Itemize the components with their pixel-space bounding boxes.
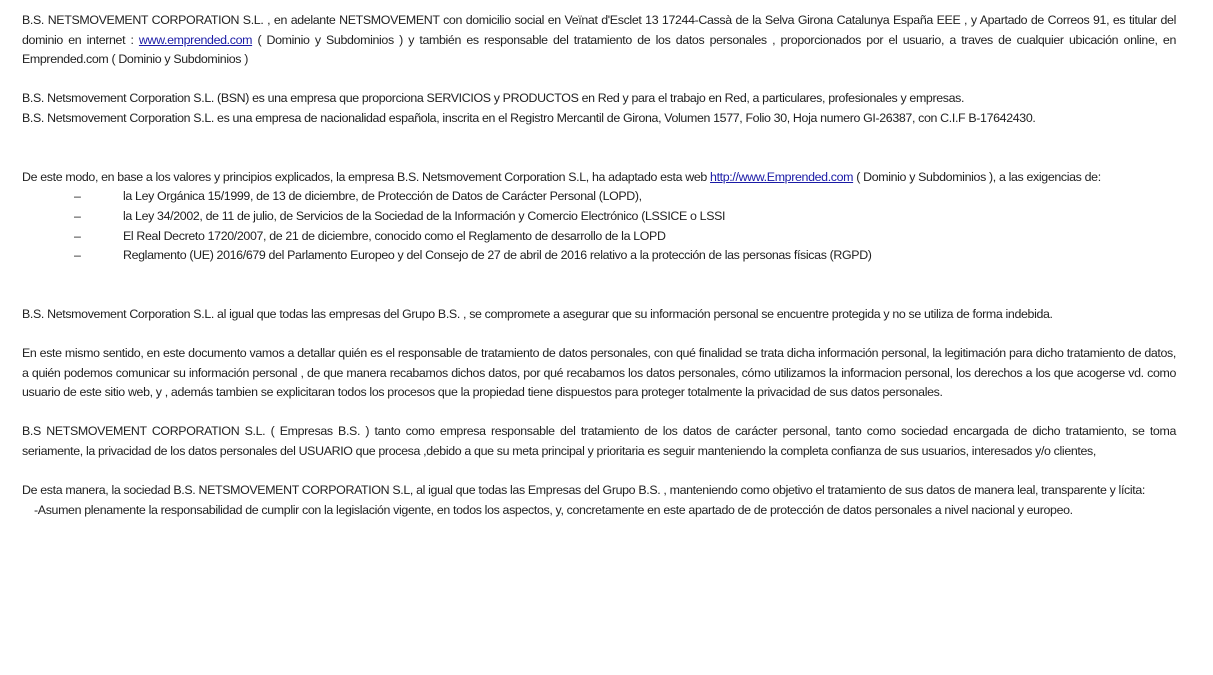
list-item [22,227,1176,247]
list-item-text: El Real Decreto 1720/2007, de 21 de diciembre, conocido como el Reglamento de desarrollo de la LOPD [123,228,666,243]
list-item-text: Reglamento (UE) 2016/679 del Parlamento Europeo y del Consejo de 27 de abril de 2016 relativo a la protección de las personas físicas (RGPD) [123,248,872,263]
intro-paragraph [22,11,1176,70]
list-item-text: la Ley 34/2002, de 11 de julio, de Servicios de la Sociedad de la Información y Comercio Electrónico (LSSICE o LSSI [123,208,726,223]
dash-bullet: – [74,228,81,243]
list-item [22,207,1176,227]
adaptation-text-2: ( Dominio y Subdominios ), a las exigencias de: [853,169,1101,184]
adaptation-paragraph [22,168,1176,188]
adaptation-text-1: De este modo, en base a los valores y principios explicados, la empresa B.S. Netsmovement Corporation S.L, ha adaptado esta web [22,169,711,184]
privacy-policy-document [22,11,1176,520]
document-purpose-paragraph: En este mismo sentido, en este documento vamos a detallar quién es el responsable de tratamiento de datos personales, con qué finalidad se trata dicha información personal, la legitimación para dicho tratamiento de datos, a quién podemos comunicar su información personal , de que manera recabamos dichos datos, por qué recabamos los datos personales, cómo utilizamos la informacion personal, los derechos a los que acogerse vd. como usuario de este sitio web, y , además tambien se explicitaran todos los procesos que la propiedad tiene dispuestos para proteger totalmente la privacidad de sus datos personales. [22,346,1176,400]
intro-text-2: ( Dominio y Subdominios ) y también es responsable del tratamiento de los datos personales , proporcionados por el usuario, a traves de cualquier ubicación online, en Emprended.com ( Dominio y Subdominios ) [22,32,1176,67]
list-item [22,246,1176,266]
list-item-text: la Ley Orgánica 15/1999, de 13 de diciembre, de Protección de Datos de Carácter Personal (LOPD), [123,189,642,204]
intro-text-1: B.S. NETSMOVEMENT CORPORATION S.L. , en adelante NETSMOVEMENT con domicilio social en Veïnat d'Esclet 13 17244-Cassà de la Selva Girona Catalunya España EEE , y Apartado de Correos 91, es titular del dominio en internet : [22,13,1176,47]
regulations-list [22,187,1176,265]
legislation-commitment-item: -Asumen plenamente la responsabilidad de cumplir con la legislación vigente, en todos los aspectos, y, concretamente en este apartado de de protección de datos personales a nivel nacional y europeo. [34,502,1073,517]
dash-bullet: – [74,248,81,263]
lawful-processing-paragraph: De esta manera, la sociedad B.S. NETSMOVEMENT CORPORATION S.L, al igual que todas las Empresas del Grupo B.S. , manteniendo como objetivo el tratamiento de sus datos de manera leal, transparente y lícita: [22,483,1146,498]
company-registration-line: B.S. Netsmovement Corporation S.L. es una empresa de nacionalidad española, inscrita en el Registro Mercantil de Girona, Volumen 1577, Folio 30, Hoja numero GI-26387, con C.I.F B-17642430. [22,110,1036,125]
company-description-line-1: B.S. Netsmovement Corporation S.L. (BSN) es una empresa que proporciona SERVICIOS y PRODUCTOS en Red y para el trabajo en Red, a particulares, profesionales y empresas. [22,91,965,106]
responsibility-paragraph: B.S NETSMOVEMENT CORPORATION S.L. ( Empresas B.S. ) tanto como empresa responsable del tratamiento de los datos de carácter personal, tanto como sociedad encargada de dicho tratamiento, se toma seriamente, la privacidad de los datos personales del USUARIO que procesa ,debido a que su meta principal y prioritaria es seguir manteniendo la completa confianza de sus usuarios, interesados y/o clientes, [22,424,1176,459]
dash-bullet: – [74,208,81,223]
emprended-url-link[interactable]: http://www.Emprended.com [710,169,854,184]
commitment-paragraph: B.S. Netsmovement Corporation S.L. al igual que todas las empresas del Grupo B.S. , se compromete a asegurar que su información personal se encuentre protegida y no se utiliza de forma indebida. [22,306,1053,321]
emprended-link[interactable]: www.emprended.com [138,32,253,47]
dash-bullet: – [74,189,81,204]
list-item [22,187,1176,207]
